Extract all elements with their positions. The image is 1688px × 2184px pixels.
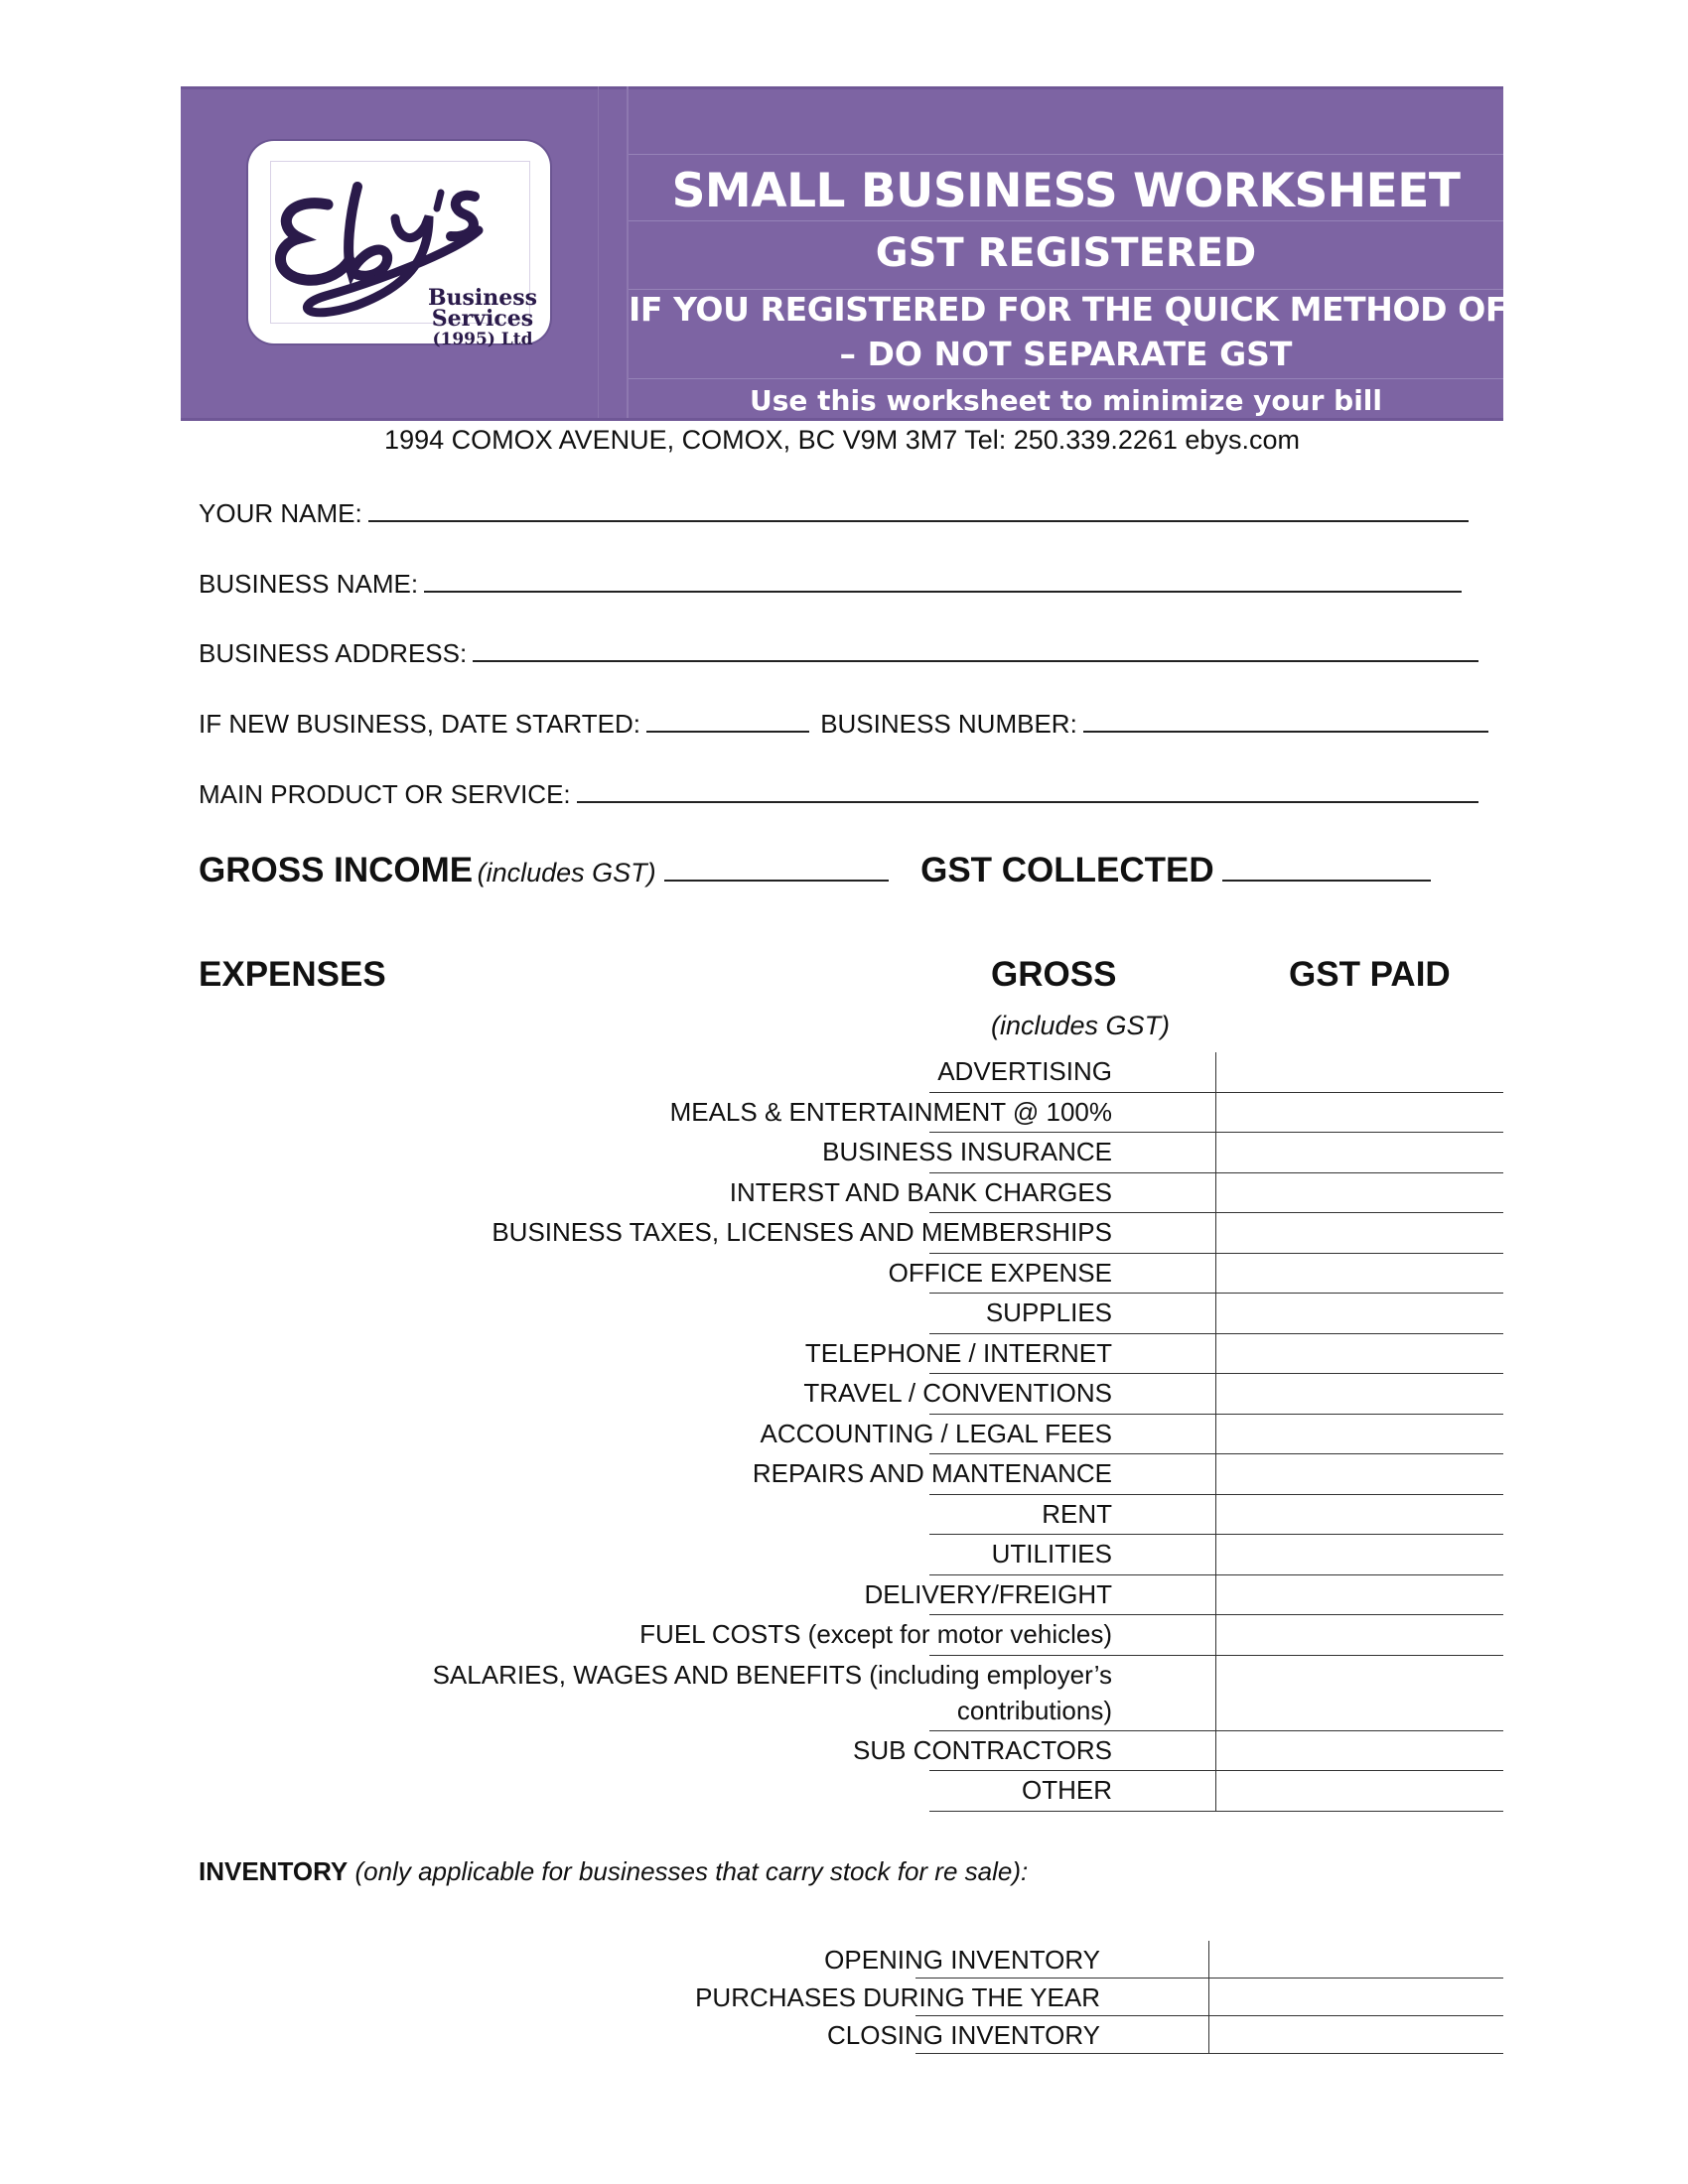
gst-paid-cell[interactable] (1216, 1254, 1503, 1295)
gross-amount-cell[interactable] (929, 1656, 1216, 1731)
gst-paid-cell[interactable] (1216, 1454, 1503, 1495)
expense-row (199, 1415, 1503, 1455)
your-name-field[interactable] (199, 496, 1469, 529)
gst-collected-line[interactable] (1222, 852, 1431, 882)
business-address-line[interactable] (473, 636, 1478, 662)
main-product-field[interactable] (199, 777, 1478, 810)
gross-amount-cell[interactable] (929, 1495, 1216, 1536)
logo-wordmark (423, 285, 542, 350)
expense-row (199, 1656, 1503, 1731)
gst-paid-cell[interactable] (1216, 1771, 1503, 1812)
expense-row (199, 1294, 1503, 1334)
company-address: 1994 COMOX AVENUE, COMOX, BC V9M 3M7 Tel: 250.339.2261 ebys.com (384, 425, 1300, 455)
gst-paid-cell[interactable] (1216, 1374, 1503, 1415)
gross-amount-cell[interactable] (929, 1575, 1216, 1616)
gross-amount-cell[interactable] (929, 1374, 1216, 1415)
gst-paid-cell[interactable] (1216, 1093, 1503, 1134)
gross-income-note: (includes GST) (477, 858, 656, 887)
banner-rule (629, 220, 1503, 221)
header-banner (181, 86, 1591, 421)
main-product-label: MAIN PRODUCT OR SERVICE: (199, 779, 571, 809)
expense-row (199, 1052, 1503, 1093)
inventory-row (199, 1979, 1503, 2016)
gst-paid-cell[interactable] (1216, 1615, 1503, 1656)
expense-label: FUEL COSTS (except for motor vehicles) (639, 1619, 1112, 1649)
expense-label: BUSINESS INSURANCE (822, 1137, 1112, 1166)
business-name-field[interactable] (199, 567, 1462, 600)
business-name-line[interactable] (424, 567, 1462, 593)
gross-amount-cell[interactable] (929, 1415, 1216, 1455)
business-name-label: BUSINESS NAME: (199, 569, 419, 599)
inventory-label: OPENING INVENTORY (824, 1945, 1100, 1975)
logo-line: Business (427, 285, 538, 311)
inventory-amount-cell[interactable] (915, 1941, 1209, 1979)
inventory-amount-cell[interactable] (915, 1979, 1209, 2016)
inventory-gst-cell[interactable] (1209, 1941, 1503, 1979)
gross-amount-cell[interactable] (929, 1093, 1216, 1134)
inventory-title: INVENTORY (199, 1856, 349, 1886)
expense-row (199, 1133, 1503, 1173)
expense-row (199, 1093, 1503, 1134)
inventory-heading (199, 1856, 1028, 1887)
gst-paid-cell[interactable] (1216, 1052, 1503, 1093)
expense-label: DELIVERY/FREIGHT (864, 1578, 1112, 1609)
expense-label: TRAVEL / CONVENTIONS (803, 1378, 1112, 1408)
date-started-field[interactable] (199, 707, 1488, 740)
gross-amount-cell[interactable] (929, 1254, 1216, 1295)
business-address-field[interactable] (199, 636, 1478, 669)
expense-label: ADVERTISING (937, 1056, 1112, 1086)
worksheet-subtitle: GST REGISTERED (875, 230, 1257, 276)
expense-row (199, 1575, 1503, 1616)
expense-row (199, 1334, 1503, 1375)
expense-label: SUB CONTRACTORS (853, 1734, 1112, 1765)
tagline: Use this worksheet to minimize your bill (749, 384, 1382, 417)
gst-collected-label: GST COLLECTED (920, 851, 1214, 889)
banner-bottom-rule (181, 418, 1503, 421)
expense-label: contributions) (956, 1695, 1112, 1725)
expense-label: RENT (1042, 1498, 1112, 1529)
business-number-label: BUSINESS NUMBER: (820, 709, 1077, 739)
gst-paid-cell[interactable] (1216, 1294, 1503, 1334)
gst-paid-cell[interactable] (1216, 1535, 1503, 1575)
gst-paid-cell[interactable] (1216, 1656, 1503, 1731)
expense-label: UTILITIES (991, 1539, 1112, 1569)
gross-amount-cell[interactable] (929, 1334, 1216, 1375)
expense-row (199, 1615, 1503, 1656)
gross-income-label: GROSS INCOME (199, 851, 474, 889)
worksheet-title: SMALL BUSINESS WORKSHEET (671, 164, 1461, 218)
gross-amount-cell[interactable] (929, 1731, 1216, 1772)
expense-row (199, 1771, 1503, 1812)
income-row (199, 851, 1431, 890)
gross-amount-cell[interactable] (929, 1133, 1216, 1173)
expense-row (199, 1173, 1503, 1214)
inventory-table (199, 1941, 1503, 2054)
inventory-row (199, 1941, 1503, 1979)
gst-paid-cell[interactable] (1216, 1334, 1503, 1375)
inventory-gst-cell[interactable] (1209, 2016, 1503, 2054)
gst-paid-cell[interactable] (1216, 1213, 1503, 1254)
expense-label: OFFICE EXPENSE (888, 1257, 1112, 1288)
gross-column-header: GROSS (991, 955, 1117, 994)
expense-row (199, 1495, 1503, 1536)
main-product-line[interactable] (577, 777, 1478, 803)
company-logo (248, 141, 550, 349)
gross-amount-cell[interactable] (929, 1052, 1216, 1093)
expense-label: OTHER (1022, 1775, 1112, 1805)
date-started-line[interactable] (646, 707, 809, 733)
expense-label: SUPPLIES (985, 1297, 1112, 1327)
logo-line: Services (431, 306, 534, 332)
gross-amount-cell[interactable] (929, 1213, 1216, 1254)
expense-label: TELEPHONE / INTERNET (804, 1337, 1112, 1368)
expense-label: MEALS & ENTERTAINMENT @ 100% (669, 1096, 1112, 1127)
gst-paid-cell[interactable] (1216, 1731, 1503, 1772)
expense-label: SALARIES, WAGES AND BENEFITS (including employer’s (432, 1659, 1112, 1690)
your-name-line[interactable] (368, 496, 1469, 522)
date-started-label: IF NEW BUSINESS, DATE STARTED: (199, 709, 640, 739)
business-address-label: BUSINESS ADDRESS: (199, 638, 468, 668)
expense-row (199, 1454, 1503, 1495)
inventory-gst-cell[interactable] (1209, 1979, 1503, 2016)
banner-rule (629, 378, 1503, 379)
inventory-row (199, 2016, 1503, 2054)
expense-row (199, 1535, 1503, 1575)
gross-amount-cell[interactable] (929, 1615, 1216, 1656)
your-name-label: YOUR NAME: (199, 498, 362, 528)
gst-paid-cell[interactable] (1216, 1133, 1503, 1173)
gross-income-line[interactable] (664, 852, 889, 882)
gross-amount-cell[interactable] (929, 1454, 1216, 1495)
quick-method-notice: – DO NOT SEPARATE GST (839, 335, 1293, 373)
expenses-heading: EXPENSES (199, 955, 386, 994)
inventory-label: CLOSING INVENTORY (827, 2020, 1100, 2050)
expense-row (199, 1731, 1503, 1772)
business-number-line[interactable] (1083, 707, 1488, 733)
logo-line: (1995) Ltd (432, 330, 533, 349)
banner-top-rule (181, 86, 1503, 89)
gst-paid-cell[interactable] (1216, 1575, 1503, 1616)
gross-amount-cell[interactable] (929, 1535, 1216, 1575)
expense-label: BUSINESS TAXES, LICENSES AND MEMBERSHIPS (492, 1217, 1112, 1247)
gst-paid-column-header: GST PAID (1289, 955, 1451, 994)
expense-row (199, 1213, 1503, 1254)
inventory-amount-cell[interactable] (915, 2016, 1209, 2054)
gst-paid-cell[interactable] (1216, 1495, 1503, 1536)
gst-paid-cell[interactable] (1216, 1415, 1503, 1455)
gst-paid-cell[interactable] (1216, 1173, 1503, 1214)
expense-label: ACCOUNTING / LEGAL FEES (760, 1418, 1112, 1448)
gross-column-note: (includes GST) (991, 1011, 1171, 1040)
expense-row (199, 1374, 1503, 1415)
quick-method-notice: IF YOU REGISTERED FOR THE QUICK METHOD OF GST (629, 290, 1591, 329)
gross-amount-cell[interactable] (929, 1771, 1216, 1812)
banner-rule (629, 154, 1503, 155)
banner-divider (598, 86, 599, 421)
expense-label: INTERST AND BANK CHARGES (729, 1176, 1112, 1207)
inventory-label: PURCHASES DURING THE YEAR (695, 1982, 1100, 2012)
gross-amount-cell[interactable] (929, 1173, 1216, 1214)
expense-row (199, 1254, 1503, 1295)
expense-label: REPAIRS AND MANTENANCE (752, 1458, 1112, 1488)
gross-amount-cell[interactable] (929, 1294, 1216, 1334)
inventory-note: (only applicable for businesses that carry stock for re sale): (354, 1856, 1029, 1886)
